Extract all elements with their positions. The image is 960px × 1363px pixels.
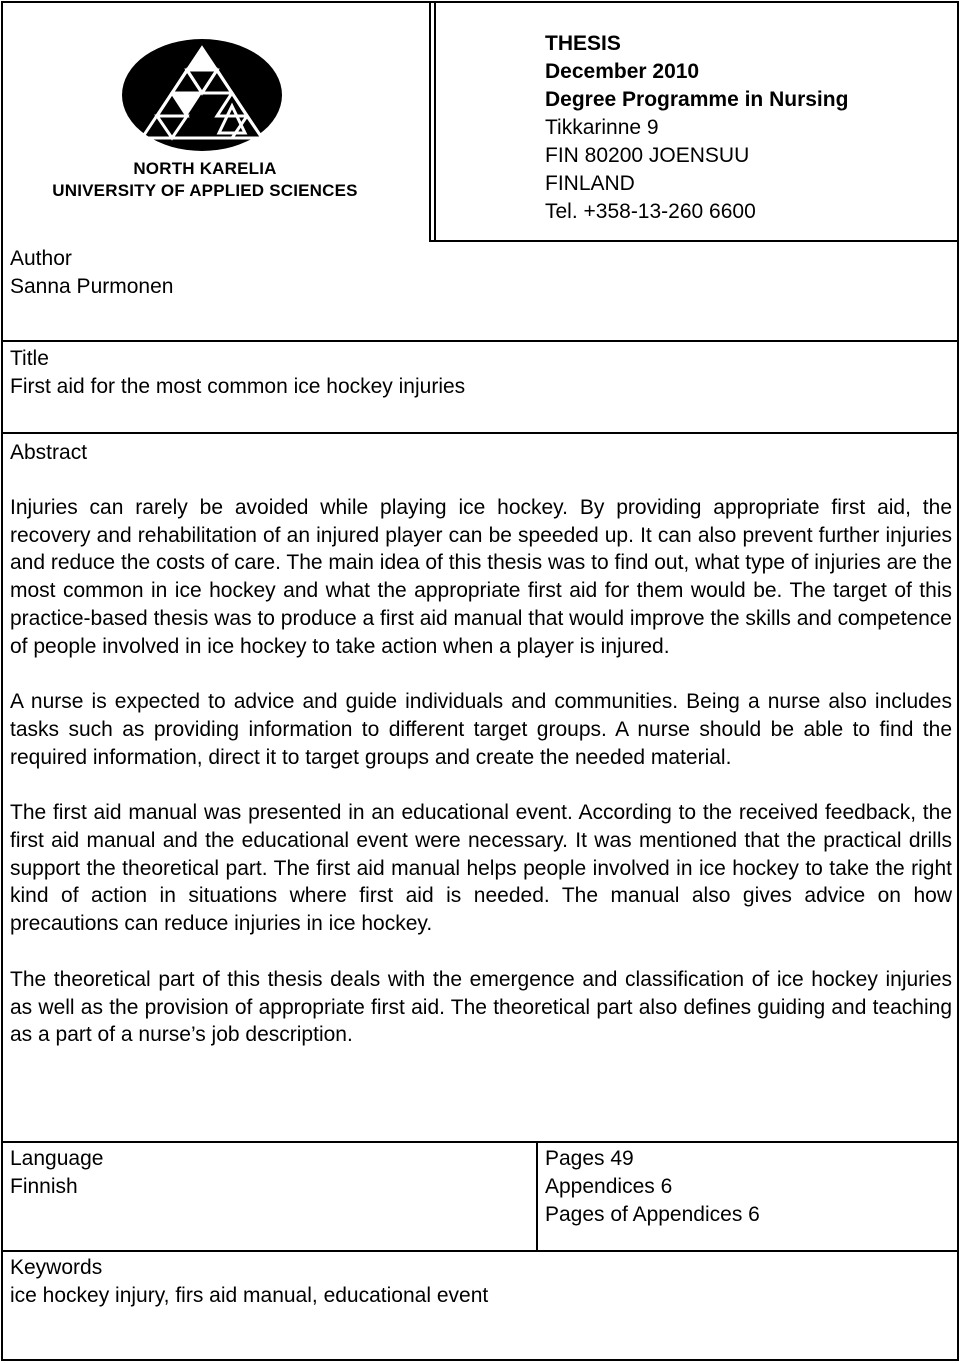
appendices-count: Appendices 6 [545, 1175, 673, 1198]
author-bottom-line [1, 340, 959, 342]
keywords-value: ice hockey injury, firs aid manual, educational event [10, 1284, 489, 1307]
header-bottom-inner-line [429, 240, 959, 242]
document-date: December 2010 [545, 60, 700, 83]
address-line: FIN 80200 JOENSUU [545, 144, 750, 167]
abstract-paragraph: The theoretical part of this thesis deals with the emergence and classification of ice hockey injuries as well as the provision of appropriate first aid. The theoretical part also defines guiding and teaching as a part of a nurse’s job description. [10, 967, 952, 1047]
address-line: Tikkarinne 9 [545, 116, 659, 139]
abstract-label: Abstract [10, 441, 88, 464]
title-label: Title [10, 347, 49, 370]
abstract-paragraph: The first aid manual was presented in an educational event. According to the received feedback, the first aid manual and the educational event were necessary. It was mentioned that the practical drills support the theoretical part. The first aid manual helps people involved in ice hockey to take the right kind of action in situations where first aid is needed. The manual also gives advice on how precautions can reduce injuries in ice hockey. [10, 801, 952, 936]
address-line: Tel. +358-13-260 6600 [545, 200, 756, 223]
abstract-paragraph: Injuries can rarely be avoided while playing ice hockey. By providing appropriate first aid, the recovery and rehabilitation of an injured player can be speeded up. It can also prevent further injuries and reduce the costs of care. The main idea of this thesis was to find out, what type of injuries are the most common in ice hockey and what the appropriate first aid for them would be. The target of this practice-based thesis was to produce a first aid manual that would improve the skills and competence of people involved in ice hockey to take action when a player is injured. [10, 496, 952, 658]
address-line: FINLAND [545, 172, 635, 195]
header-right-inner-line [434, 1, 436, 242]
author-value: Sanna Purmonen [10, 275, 174, 298]
pages-count: Pages 49 [545, 1147, 634, 1170]
degree-programme: Degree Programme in Nursing [545, 88, 849, 111]
abstract-paragraph: A nurse is expected to advice and guide individuals and communities. Being a nurse also includes tasks such as providing information to different target groups. A nurse should be able to find the required information, direct it to target groups and create the needed material. [10, 690, 952, 769]
title-value: First aid for the most common ice hockey injuries [10, 375, 466, 398]
keywords-label: Keywords [10, 1256, 103, 1279]
language-label: Language [10, 1147, 104, 1170]
author-label: Author [10, 247, 72, 270]
pages-of-appendices: Pages of Appendices 6 [545, 1203, 760, 1226]
language-pages-divider [536, 1141, 538, 1251]
logo-text [40, 158, 370, 202]
language-value: Finnish [10, 1175, 78, 1198]
logo-line-2: UNIVERSITY OF APPLIED SCIENCES [52, 181, 358, 200]
language-bottom-line [1, 1250, 959, 1252]
abstract-bottom-line [1, 1141, 959, 1143]
logo-line-1: NORTH KARELIA [133, 159, 277, 178]
document-type: THESIS [545, 32, 621, 55]
header-divider [429, 1, 431, 241]
university-logo [120, 38, 285, 156]
abstract-body [10, 494, 952, 1049]
title-bottom-line [1, 432, 959, 434]
